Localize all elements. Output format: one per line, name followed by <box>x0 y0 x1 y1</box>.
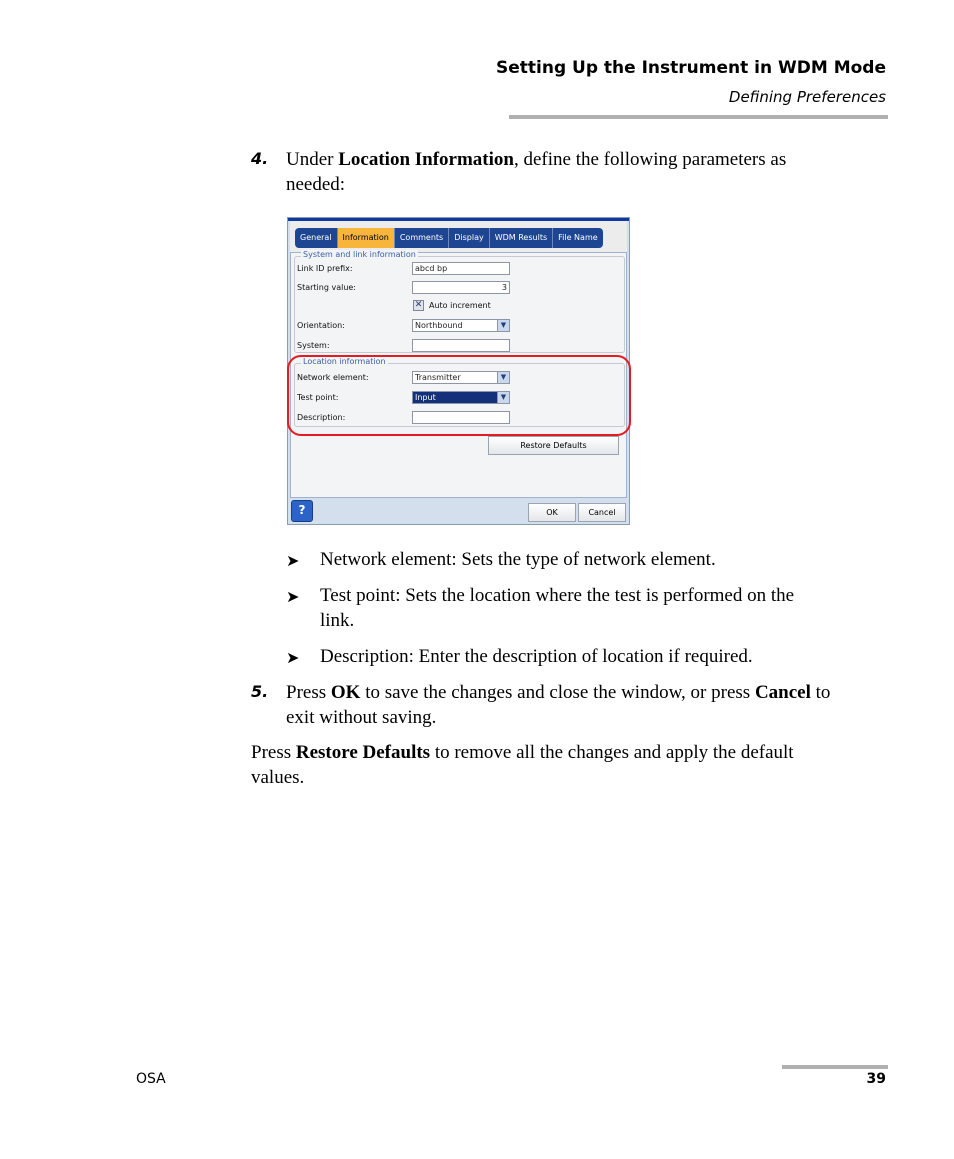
step-4-text <box>286 147 786 197</box>
description-label: Description: <box>297 413 346 422</box>
orientation-value: Northbound <box>415 321 463 330</box>
network-element-value: Transmitter <box>415 373 461 382</box>
step-4-post: , define the following parameters as <box>513 149 787 170</box>
network-element-label: Network element: <box>297 373 369 382</box>
bullet-description: Description: Enter the description of location if required. <box>320 646 753 667</box>
final-post: to remove all the changes and apply the default <box>430 742 794 763</box>
cancel-button[interactable]: Cancel <box>578 503 626 522</box>
tab-information[interactable]: Information <box>338 228 395 248</box>
link-id-input[interactable]: abcd bp <box>412 262 510 275</box>
tab-display[interactable]: Display <box>449 228 490 248</box>
page-number: 39 <box>866 1071 886 1087</box>
header-rule <box>509 115 888 119</box>
step-4-line2: needed: <box>286 174 346 195</box>
ok-button[interactable]: OK <box>528 503 576 522</box>
link-id-label: Link ID prefix: <box>297 264 353 273</box>
step-5-number: 5. <box>251 682 269 701</box>
tab-file-name[interactable]: File Name <box>558 233 598 242</box>
chevron-down-icon[interactable]: ▼ <box>497 320 509 331</box>
step-5-ok: OK <box>330 682 361 703</box>
step-5-post: to <box>810 682 831 703</box>
test-point-label: Test point: <box>297 393 339 402</box>
final-line2: values. <box>251 767 305 788</box>
bullet-test-point-line1: Test point: Sets the location where the test is performed on the <box>320 585 795 606</box>
chevron-down-icon[interactable]: ▼ <box>497 392 509 403</box>
auto-increment-label: Auto increment <box>429 301 491 310</box>
starting-value-input[interactable]: 3 <box>412 281 510 294</box>
restore-defaults-button[interactable]: Restore Defaults <box>488 436 619 455</box>
footer-product: OSA <box>136 1071 166 1087</box>
bullet-test-point-line2: link. <box>320 610 355 631</box>
step-5-text <box>286 680 830 730</box>
tab-comments[interactable]: Comments <box>395 228 449 248</box>
step-4-bold: Location Information <box>338 149 514 170</box>
system-group-title: System and link information <box>303 250 416 259</box>
help-icon[interactable]: ? <box>291 500 313 522</box>
arrow-bullet-icon: ➤ <box>286 589 300 606</box>
bullet-network-element: Network element: Sets the type of network element. <box>320 549 716 570</box>
starting-value-label: Starting value: <box>297 283 357 292</box>
test-point-value: Input <box>415 393 436 402</box>
bullet-test-point <box>320 583 794 633</box>
running-header-title: Setting Up the Instrument in WDM Mode <box>495 58 886 78</box>
arrow-bullet-icon: ➤ <box>286 553 300 570</box>
tab-bar <box>290 221 627 252</box>
chevron-down-icon[interactable]: ▼ <box>497 372 509 383</box>
final-pre: Press <box>251 742 296 763</box>
system-label: System: <box>297 341 330 350</box>
running-header-subtitle: Defining Preferences <box>728 88 886 106</box>
orientation-label: Orientation: <box>297 321 345 330</box>
arrow-bullet-icon: ➤ <box>286 650 300 667</box>
system-input[interactable] <box>412 339 510 352</box>
tab-general[interactable]: General <box>295 228 338 248</box>
tab-wdm-results[interactable]: WDM Results <box>490 228 553 248</box>
auto-increment-checkbox[interactable] <box>413 300 424 311</box>
step-5-line2: exit without saving. <box>286 707 437 728</box>
orientation-select[interactable] <box>412 319 510 332</box>
step-4-pre: Under <box>286 149 339 170</box>
location-highlight-callout <box>287 355 631 436</box>
tab-strip <box>295 228 603 248</box>
footer-rule <box>782 1065 888 1069</box>
step-4-number: 4. <box>251 149 269 168</box>
restore-defaults-paragraph <box>251 740 794 790</box>
check-x-icon: ✕ <box>414 300 423 310</box>
step-5-pre: Press <box>286 682 331 703</box>
final-bold: Restore Defaults <box>295 742 431 763</box>
location-group-title: Location information <box>303 357 386 366</box>
step-5-cancel: Cancel <box>754 682 811 703</box>
step-5-mid: to save the changes and close the window, or press <box>360 682 755 703</box>
